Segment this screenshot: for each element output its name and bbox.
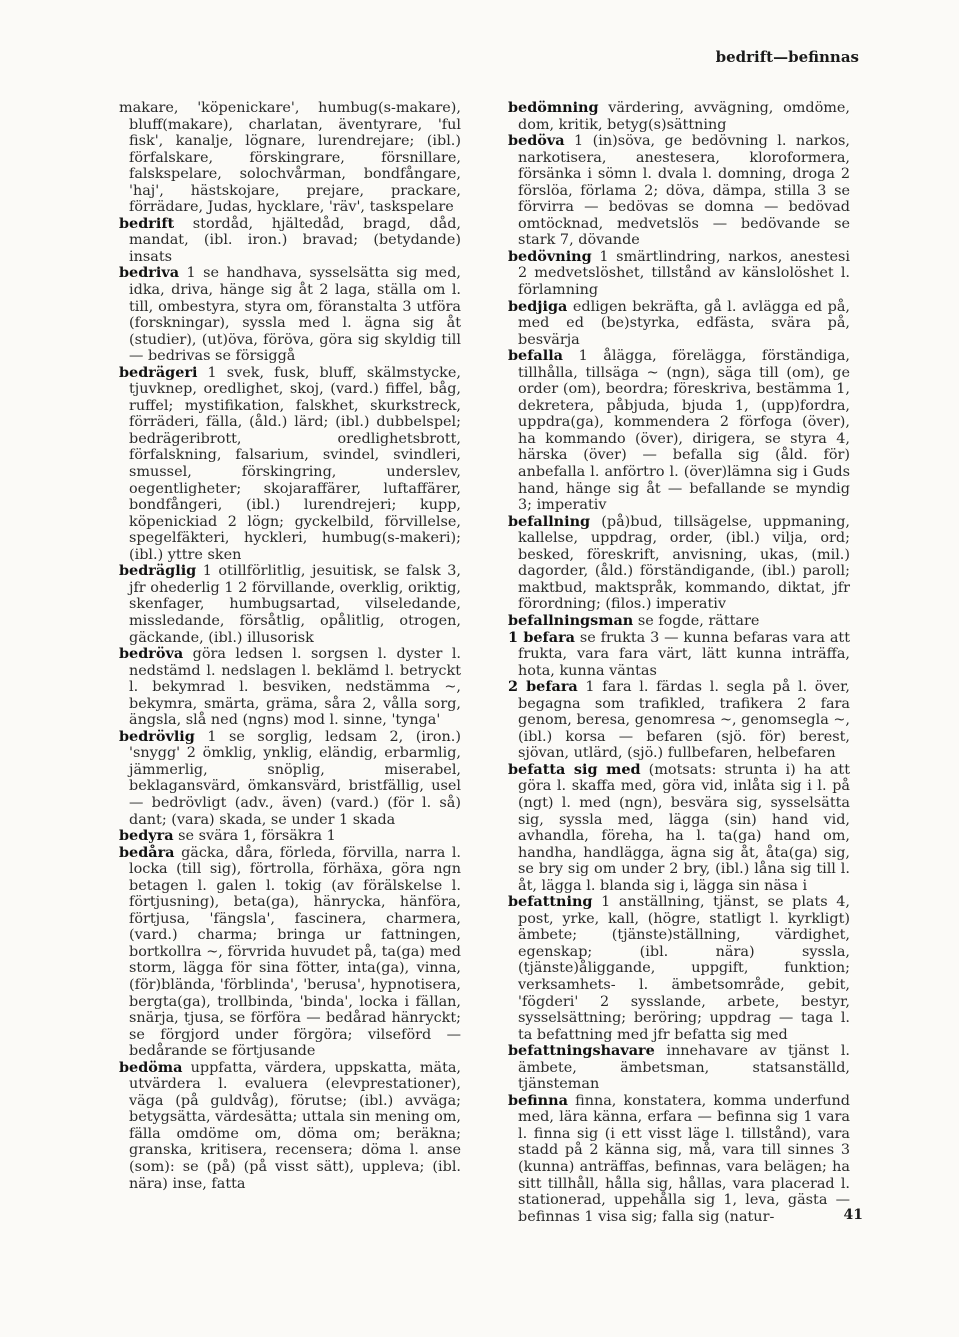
headword: bedåra <box>119 843 175 861</box>
definition: stordåd, hjältedåd, bragd, dåd, mandat, (ibl. iron.) bravad; (betydande) insats <box>129 215 461 265</box>
page-number: 41 <box>843 1207 863 1223</box>
definition: gäcka, dåra, förleda, förvilla, narra l. locka (till sig), förtrolla, förhäxa, göra ngn betagen l. galen l. tokig (av förälskelse l. förtjusning), beta(ga), hänrycka, hänföra, förtjusa, 'fängsla', fascinera, charmera, (vard.) charma; bringa ur fattningen, bortkollra ~, förvrida huvudet på, ta(ga) med storm, lägga för sina fötter, inta(ga), vinna, (för)blända, 'förblinda', 'berusa', hypnotisera, bergta(ga), trollbinda, 'binda', locka i fällan, snärja, tjusa, se förföra — bedårad hänryckt; se förgjord under förgöra; vilseförd — bedårande se förtjusande <box>129 844 461 1060</box>
dict-entry <box>119 265 461 364</box>
dict-entry <box>508 630 850 680</box>
right-column <box>508 99 851 1225</box>
definition: 1 otillförlitlig, jesuitisk, se falsk 3, jfr ohederlig 1 2 förvillande, overklig, oriktig, skenfager, humbugsartad, vilseledande, missledande, försåtlig, opålitlig, otrogen, gäckande, (ibl.) illusorisk <box>129 563 461 646</box>
headword: 1 befara <box>508 628 575 646</box>
dict-entry <box>508 299 850 349</box>
dict-entry <box>508 249 850 299</box>
definition: 1 svek, fusk, bluff, skälmstycke, tjuvknep, oredlighet, skoj, (vard.) fiffel, båg, ruffel; mystifikation, falskhet, skurkstreck, förräderi, fälla, (åld.) lärd; (ibl.) dubbelspel; bedrägeribrott, oredlighetsbrott, förfalskning, falsarium, svindel, svindleri, smussel, förskingring, underslev, oegentligheter; skojaraffärer, luftaffärer, bondfångeri, (ibl.) lurendrejeri; kupp, köpenickiad 2 lögn; gyckelbild, förvillelse, spegelfäkteri, hyckleri, humbug(s-makeri); (ibl.) yttre sken <box>129 364 461 563</box>
definition: innehavare av tjänst l. ämbete, ämbetsman, statsanställd, tjänsteman <box>518 1043 851 1093</box>
dict-entry <box>119 845 461 1060</box>
dict-entry <box>508 100 850 133</box>
headword: 2 befara <box>508 678 578 696</box>
headword: befattning <box>508 893 593 911</box>
dict-entry <box>119 729 461 828</box>
left-column <box>119 100 461 1200</box>
definition: se svära 1, försäkra 1 <box>178 828 336 845</box>
dict-entry <box>119 828 461 845</box>
headword: befinna <box>508 1091 568 1109</box>
headword: bedövning <box>508 247 592 265</box>
dict-entry <box>119 365 461 564</box>
definition: 1 ålägga, förelägga, förständiga, tillhålla, tillsäga ~ (ngn), säga till (om), ge order (om), beordra; föreskriva, bestämma 1, dekretera, påbjuda, bjuda 1, (upp)fordra, uppdra(ga), kommendera 2 förfoga (över), ha kommando (över), dirigera, se styra 4, härska (över) — befalla sig (åld. för) anbefalla l. anförtro l. (över)lämna sig i Guds hand, hänge sig åt — befallande se myndig 3; imperativ <box>518 348 850 514</box>
headword: befatta sig med <box>508 760 641 778</box>
headword: befallning <box>508 512 591 530</box>
definition: makare, 'köpenickare', humbug(s-makare), bluff(makare), charlatan, äventyrare, 'ful fisk', kanalje, lögnare, lurendrejare; (ibl.) förfalskare, förskingrare, försnillare, falskspelare, solochvårman, bondfångare, 'haj', hästskojare, prejare, prackare, förrädare, Judas, hycklare, 'räv', taskspelare <box>119 100 461 216</box>
dict-entry <box>508 762 850 894</box>
running-head: bedrift—befinnas <box>715 48 859 66</box>
dict-entry <box>119 100 461 216</box>
headword: bedriva <box>119 264 180 282</box>
dict-entry <box>508 133 850 249</box>
headword: bedömning <box>508 99 599 116</box>
dict-entry <box>508 613 850 630</box>
dict-entry <box>508 348 850 513</box>
definition: 1 se sorglig, ledsam 2, (iron.) 'snygg' 2 ömklig, ynklig, eländig, erbarmlig, jämmerlig, snöplig, miserabel, beklagansvärd, ömkansvärd, bristfällig, usel — bedrövligt (adv., även) (vard.) (för l. så) dant; (vara) skada, se under 1 skada <box>129 728 461 828</box>
definition: 1 anställning, tjänst, se plats 4, post, yrke, kall, (högre, statligt l. kyrkligt) ämbete; (tjänste)ställning, värdighet, egenskap; (ibl. nära) syssla, (tjänste)åliggande, uppgift, funktion; verksamhets- l. ämbetsområde, gebit, 'fögderi' 2 sysslande, arbete, bestyr, sysselsättning; beröring; uppdrag — taga l. ta befattning med jfr befatta sig med <box>518 894 850 1043</box>
definition: (på)bud, tillsägelse, uppmaning, kallelse, uppdrag, order, (ibl.) vilja, ord; besked, föreskrift, anvisning, ukas, (mil.) dagorder, (åld.) förständigande, (ibl.) paroll; maktbud, maktspråk, kommando, diktat, jfr förordning; (filos.) imperativ <box>518 513 851 613</box>
definition: 1 (in)söva, ge bedövning l. narkos, narkotisera, anestesera, kloroformera, försänka i sömn l. dvala l. domning, droga 2 förslöa, förlama 2; döva, dämpa, stilla 3 se förvirra — bedövas se domna — bedövad omtöcknad, medvetslös — bedövande se stark 7, dövande <box>518 133 850 249</box>
headword: bedöva <box>508 132 565 150</box>
headword: befattningshavare <box>508 1042 655 1060</box>
dict-entry <box>119 1060 461 1192</box>
headword: bedöma <box>119 1058 183 1076</box>
dict-entry <box>119 563 461 646</box>
dict-entry <box>119 646 461 729</box>
dict-entry <box>508 894 850 1043</box>
headword: bedjiga <box>508 297 568 315</box>
headword: bedrägeri <box>119 363 198 381</box>
definition: 1 se handhava, sysselsätta sig med, idka, driva, hänge sig åt 2 laga, ställa om l. till, ombestyra, styra om, föranstalta 3 utföra (forskningar), syssla med l. ägna sig åt (studier), (ut)öva, föröva, göra sig skyldig till — bedrivas se försiggå <box>129 265 461 365</box>
definition: edligen bekräfta, gå l. avlägga ed på, med ed (be)styrka, edfästa, svära på, besvärja <box>518 298 850 348</box>
dict-entry <box>119 216 461 266</box>
dict-entry <box>508 1093 850 1225</box>
definition: se frukta 3 — kunna befaras vara att frukta, vara fara värt, lätt kunna inträffa, hota, kunna väntas <box>518 629 850 679</box>
dict-entry <box>508 679 850 762</box>
definition: se fogde, rättare <box>637 612 760 629</box>
headword: bedrövlig <box>119 727 195 745</box>
definition: (motsats: strunta i) ha att göra l. skaffa med, göra vid, inlåta sig i l. på (ngt) l. med (ngn), besvära sig, sysselsätta sig, syssla med, lägga (sin) hand vid, avhandla, föreha, ha l. ta(ga) hand om, handha, handlägga, ägna sig åt, åta(ga) sig, se bry sig om under 2 bry, (ibl.) låna sig till l. åt, lägga l. blanda sig i, lägga sin näsa i <box>518 761 850 894</box>
dict-entry <box>508 514 850 613</box>
dict-entry <box>508 1043 850 1093</box>
definition: finna, konstatera, komma underfund med, lära känna, erfara — befinna sig 1 vara l. finna sig (i ett visst läge l. tillstånd), vara stadd på 2 känna sig, må, vara till sinnes 3 (kunna) anträffas, befinnas, vara belägen; ha sitt tillhåll, hålla sig, hållas, vara placerad l. stationerad, uppehålla sig 1, leva, gästa — befinnas 1 visa sig; falla sig (natur- <box>518 1092 851 1225</box>
headword: befalla <box>508 347 563 365</box>
definition: värdering, avvägning, omdöme, dom, kritik, betyg(s)sättning <box>518 100 850 133</box>
headword: bedyra <box>119 827 174 845</box>
headword: befallningsman <box>508 611 634 629</box>
definition: 1 smärtlindring, narkos, anestesi 2 medvetslöshet, tillstånd av känslolöshet l. förlamning <box>518 248 850 299</box>
definition: 1 fara l. färdas l. segla på l. över, begagna som trafikled, trafikera 2 fara genom, beresa, genomresa ~, genomsegla ~, (ibl.) korsa — befaren (sjö. för) berest, sjövan, utlärd, (sjö.) fullbefaren, helbefaren <box>518 679 850 762</box>
definition: uppfatta, värdera, uppskatta, mäta, utvärdera l. evaluera (elevprestationer), väga (på guldvåg), förutse; (ibl.) avväga; betygsätta, värdesätta; uttala sin mening om, fälla omdöme om, döma om; beräkna; granska, kritisera, recensera; döma l. anse (som): se (på) (på visst sätt), uppleva; (ibl. nära) inse, fatta <box>129 1059 462 1192</box>
headword: bedräglig <box>119 562 197 580</box>
headword: bedröva <box>119 645 184 663</box>
headword: bedrift <box>119 214 175 232</box>
definition: göra ledsen l. sorgsen l. dyster l. nedstämd l. nedslagen l. beklämd l. betryckt l. bekymrad l. besviken, nedstämma ~, bekymra, smärta, gräma, såra 2, vålla sorg, ängsla, slå ned (ngns) mod l. sinne, 'tynga' <box>129 646 461 729</box>
